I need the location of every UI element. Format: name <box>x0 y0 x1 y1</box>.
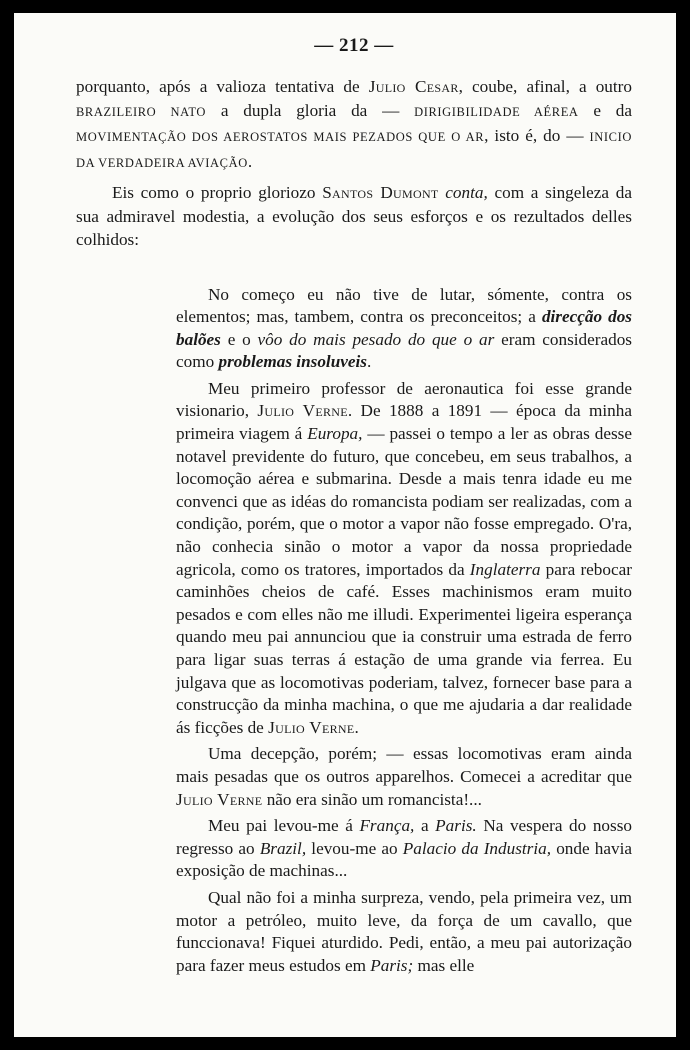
text-run: , coube, afinal, a outro <box>458 77 632 96</box>
place-paris: Paris. <box>435 816 477 836</box>
name-santos-dumont: Santos Dumont <box>322 183 439 202</box>
text-run: Meu primeiro professor de aeronautica foi esse grande visionario, <box>176 378 632 421</box>
text-run: Na vespera do nosso regresso ao <box>176 816 632 858</box>
place-franca: França, <box>359 816 415 836</box>
paragraph-opening <box>76 75 632 175</box>
place-inglaterra: Inglaterra <box>469 559 541 579</box>
text-run: levou-me ao <box>306 838 403 858</box>
phrase-brazileiro-nato: BRAZILEIRO NATO <box>76 104 207 119</box>
text-run: Eis como o proprio gloriozo <box>112 183 323 202</box>
text-run: Qual não foi a minha surpreza, vendo, pela primeira vez, um motor a petróleo, muito leve, da força de um cavallo, que funccionava! Fiquei aturdido. Pedi, então, a meu pai autorização para fazer meus estudos em <box>176 887 632 975</box>
text-run: com a singeleza da sua admiravel modestia, a evolução dos seus esforços e os rezultados delles colhidos: <box>76 183 633 249</box>
text-run: não era sinão um romancista!... <box>262 789 482 809</box>
phrase-dirigibilidade: DIRIGIBILIDADE AÉREA <box>414 104 579 119</box>
phrase-direccao-baloes: direcção dos balões <box>176 307 632 349</box>
phrase-problemas-insoluveis: problemas insoluveis <box>218 352 367 372</box>
quote-paragraph-4 <box>176 815 632 883</box>
page-number: — 212 — <box>314 35 394 56</box>
quote-paragraph-3 <box>176 743 632 811</box>
phrase-voo-mais-pesado: vôo do mais pesado do que o ar <box>257 329 495 349</box>
text-run: mas elle <box>413 955 475 975</box>
name-julio-verne: Julio Verne <box>257 401 348 421</box>
book-page <box>14 13 676 1037</box>
name-julio-verne: Julio Verne <box>176 789 263 809</box>
phrase-movimentacao: MOVIMENTAÇÃO DOS AEROSTATOS MAIS PEZADOS QUE O AR <box>76 130 485 144</box>
text-run: Meu pai levou-me á <box>208 816 360 836</box>
text-run: onde havia exposição de machinas... <box>176 838 632 881</box>
place-brazil: Brazil, <box>259 838 307 858</box>
place-paris: Paris; <box>370 955 414 975</box>
text-run: a dupla gloria da — <box>206 100 415 120</box>
text-run: . De 1888 a 1891 — época da minha primeira viagem á <box>176 401 632 444</box>
text-run: , isto é, do — <box>484 126 590 145</box>
place-europa: Europa, <box>307 424 363 444</box>
text-run: porquanto, após a valioza tentativa de <box>76 77 369 96</box>
name-julio-verne: Julio Verne <box>268 717 355 737</box>
text-run: e o <box>220 329 258 349</box>
text-run: Uma decepção, porém; — essas locomotivas eram ainda mais pesadas que os outros apparelhos. Comecei a acreditar que <box>176 744 632 786</box>
text-run: eram considerados como <box>176 329 632 372</box>
text-run: . <box>354 717 359 737</box>
text-run: . <box>247 151 253 171</box>
page-content <box>76 13 632 977</box>
text-run: . <box>366 352 372 372</box>
quote-paragraph-2 <box>176 378 632 740</box>
quoted-block <box>176 284 632 978</box>
quote-paragraph-1 <box>176 284 632 374</box>
name-julio-cesar: Julio Cesar <box>368 77 459 96</box>
word-conta: conta, <box>445 183 488 202</box>
text-run: para rebocar caminhões cheios de café. Esses machinismos eram muito pesados e com elles não me illudi. Experimentei ligeira esperança quando meu pai annunciou que ia construir uma estrada de ferro para ligar suas terras á estação de uma grande via ferrea. Eu julgava que as locomotivas poderiam, talvez, fornecer base para a construcção da minha machina, o que me ajudaria a dar realidade ás ficções de <box>176 559 632 737</box>
text-run: No começo eu não tive de lutar, sómente, contra os elementos; mas, tambem, contra os preconceitos; a <box>176 284 632 327</box>
quote-paragraph-5 <box>176 887 632 977</box>
text-run: a <box>414 816 436 836</box>
text-run: — passei o tempo a ler as obras desse notavel previdente do futuro, que concebeu, em seus trabalhos, a locomoção aérea e submarina. Desde a mais tenra idade eu me convenci que as idéas do romancista podiam ser realizadas, com a condição, porém, que o motor a vapor não fosse empregado. O'ra, não conhecia sinão o motor a vapor da nossa propriedade agricola, como os tratores, importados da <box>176 424 632 579</box>
phrase-inicio-aviacao: INICIO DA VERDADEIRA AVIAÇÃO <box>76 130 632 170</box>
place-palacio-industria: Palacio da Industria, <box>402 838 552 858</box>
paragraph-intro <box>76 181 632 252</box>
text-run: e da <box>578 100 632 120</box>
